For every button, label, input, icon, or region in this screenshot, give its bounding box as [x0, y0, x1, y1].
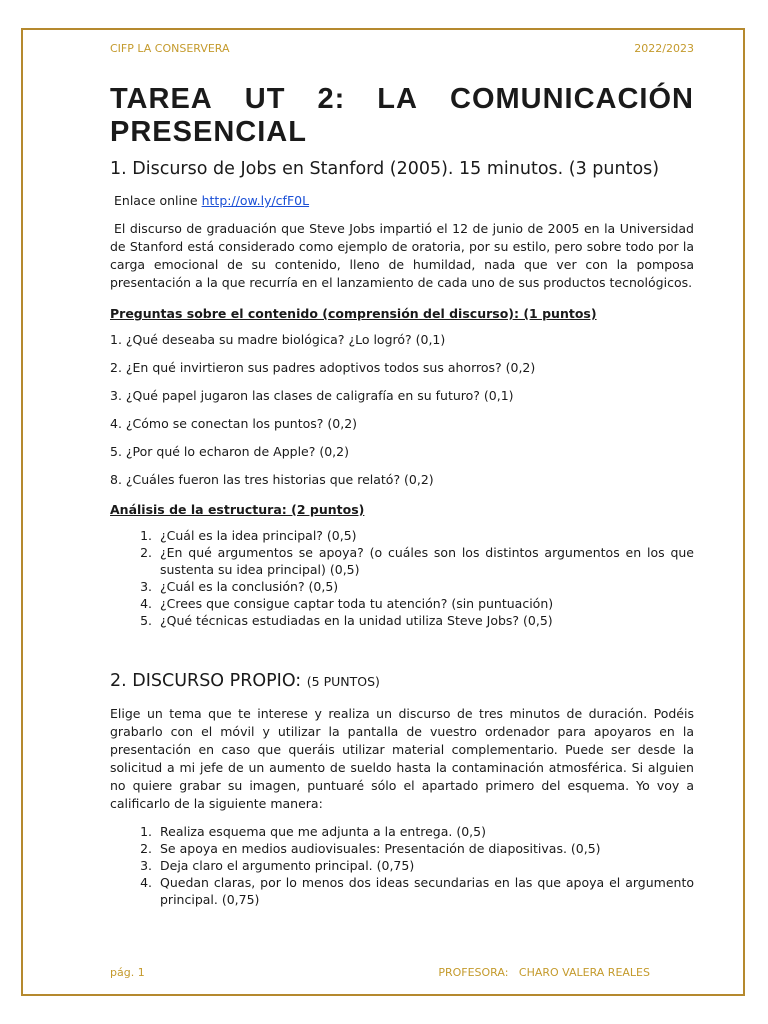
link-line — [114, 193, 694, 208]
grading-item: 4. Quedan claras, por lo menos dos ideas secundarias en las que apoya el argumento principal. (0,75) — [156, 874, 694, 908]
grading-list — [110, 823, 694, 908]
title-line-2: PRESENCIAL — [110, 116, 307, 148]
question-item: 8. ¿Cuáles fueron las tres historias que relató? (0,2) — [110, 472, 434, 487]
online-link[interactable]: http://ow.ly/cfF0L — [201, 193, 310, 208]
analysis-item: 2. ¿En qué argumentos se apoya? (o cuáles son los distintos argumentos en los que sustenta su idea principal) (0,5) — [156, 544, 694, 578]
question-item: 2. ¿En qué invirtieron sus padres adoptivos todos sus ahorros? (0,2) — [110, 360, 536, 375]
analysis-item: 5. ¿Qué técnicas estudiadas en la unidad utiliza Steve Jobs? (0,5) — [156, 612, 694, 629]
footer-teacher: PROFESORA: CHARO VALERA REALES — [438, 966, 650, 979]
header-year: 2022/2023 — [634, 42, 694, 55]
header-school: CIFP LA CONSERVERA — [110, 42, 230, 55]
section-2-heading: 2. DISCURSO PROPIO: (5 PUNTOS) — [110, 671, 380, 691]
analysis-item: 1. ¿Cuál es la idea principal? (0,5) — [156, 527, 694, 544]
spacer — [110, 639, 694, 661]
grading-item: 2. Se apoya en medios audiovisuales: Presentación de diapositivas. (0,5) — [156, 840, 694, 857]
analysis-list — [110, 527, 694, 629]
section-1-heading: 1. Discurso de Jobs en Stanford (2005). 15 minutos. (3 puntos) — [110, 159, 660, 179]
question-item: 5. ¿Por qué lo echaron de Apple? (0,2) — [110, 444, 349, 459]
analysis-heading: Análisis de la estructura: (2 puntos) — [110, 502, 365, 517]
question-item: 4. ¿Cómo se conectan los puntos? (0,2) — [110, 416, 358, 431]
section-1-intro: El discurso de graduación que Steve Jobs impartió el 12 de junio de 2005 en la Universidad de Stanford está considerado como ejemplo de oratoria, por su estilo, pero sobre todo por la carga emocional de su contenido, lleno de humildad, nada que ver con la pomposa presentación a la que recurría en el lanzamiento de cada uno de sus productos tecnológicos. — [110, 221, 694, 290]
footer-page-number: pág. 1 — [110, 966, 145, 979]
grading-item: 1. Realiza esquema que me adjunta a la entrega. (0,5) — [156, 823, 694, 840]
page-content — [110, 42, 694, 918]
analysis-item: 3. ¿Cuál es la conclusión? (0,5) — [156, 578, 694, 595]
page-footer — [110, 966, 650, 979]
questions-heading: Preguntas sobre el contenido (comprensión del discurso): (1 puntos) — [110, 306, 597, 321]
grading-item: 3. Deja claro el argumento principal. (0,75) — [156, 857, 694, 874]
section-2-body: Elige un tema que te interese y realiza un discurso de tres minutos de duración. Podéis grabarlo con el móvil y utilizar la pantalla de vuestro ordenador para apoyaros en la presentación en caso que queráis utilizar material complementario. Puede ser desde la solicitud a mi jefe de un aumento de sueldo hasta la contaminación atmosférica. Si alguien no quiere grabar su imagen, puntuaré sólo el apartado primero del esquema. Yo voy a calificarlo de la siguiente manera: — [110, 706, 694, 811]
title-line-1: TAREA UT 2: LA COMUNICACIÓN — [110, 83, 694, 115]
page-header — [110, 42, 694, 55]
question-item: 1. ¿Qué deseaba su madre biológica? ¿Lo logró? (0,1) — [110, 332, 446, 347]
document-title — [110, 83, 694, 149]
link-label: Enlace online — [114, 193, 198, 208]
analysis-item: 4. ¿Crees que consigue captar toda tu atención? (sin puntuación) — [156, 595, 694, 612]
section-2-points: (5 PUNTOS) — [306, 674, 380, 689]
question-item: 3. ¿Qué papel jugaron las clases de caligrafía en su futuro? (0,1) — [110, 388, 514, 403]
